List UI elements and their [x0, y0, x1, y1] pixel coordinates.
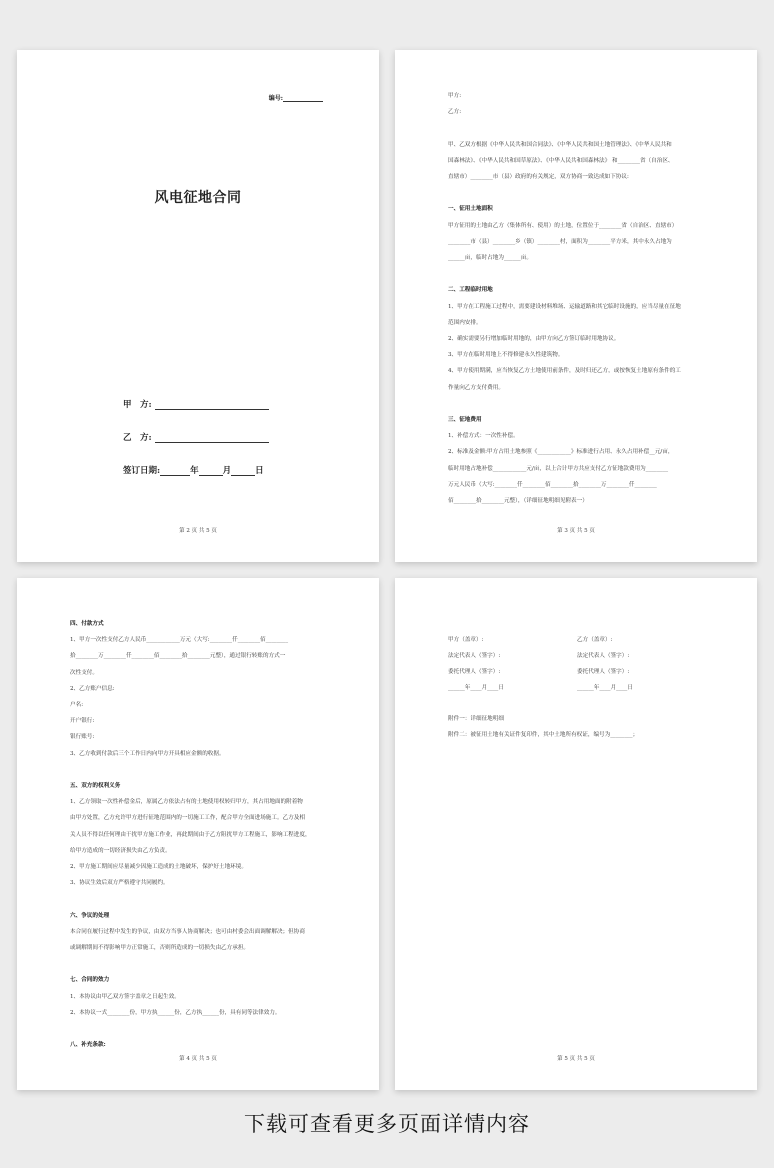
paragraph-line: 给甲方造成的一切经济损失由乙方负责。: [70, 847, 171, 854]
paragraph-line: 关人员不得以任何理由干扰甲方施工作业，再此期间由于乙方阻扰甲方工程施工，影响工程进度，: [70, 831, 311, 838]
paragraph-line: 甲方:: [448, 93, 462, 99]
section-heading: 五、双方的权利义务: [70, 783, 121, 790]
contract-number: 编号:: [269, 93, 323, 102]
party-a-signature-block: 甲方（盖章）: 法定代表人（签字）: 委托代理人（签字）: ______年____月____日: [448, 637, 504, 691]
section-heading: 二、工程临时用地: [448, 287, 493, 294]
paragraph-line: 直辖市）________市（县）政府的有关规定，双方协商一致达成如下协议:: [448, 174, 629, 180]
paragraph-line: 本合同在履行过程中发生的争议，由双方当事人协商解决；也可由村委会出面调解解决；但协商: [70, 928, 305, 935]
paragraph-line: 银行账号:: [70, 734, 95, 741]
paragraph-line: 佰________拾________元整），（详细征地明细见附表一）: [448, 498, 588, 505]
content-page-2: [395, 50, 757, 562]
paragraph-line: 作量向乙方支付费用。: [448, 384, 504, 391]
page-number: 第 5 页 共 5 页: [557, 1056, 595, 1062]
spacer: [448, 396, 705, 412]
paragraph-line: 1、补偿方式：一次性补偿。: [448, 433, 519, 440]
paragraph-line: 1、甲方一次性支付乙方人民币____________万元（大写:________仟________佰________: [70, 637, 289, 644]
paragraph-line: 范围内安排。: [448, 319, 482, 326]
paragraph-line: 2、乙方账户信息:: [70, 685, 115, 692]
paragraph-line: 3、协议生效后双方严格遵守共同履约。: [70, 880, 169, 887]
paragraph-line: 万元人民币（大写:________仟________佰________拾________万________仟________: [448, 481, 657, 488]
section-heading: 三、征地费用: [448, 417, 482, 423]
paragraph-line: 户名:: [70, 702, 84, 709]
spacer: [70, 762, 327, 778]
paragraph-line: 甲方征用的土地由乙方（集体所有、使用）的土地，位置位于________省（自治区、直辖市）: [448, 222, 678, 229]
paragraph-line: 开户银行:: [70, 718, 95, 725]
paragraph-line: 或调解期间不得影响甲方正常施工，否则所造成的一切损失由乙方承担。: [70, 945, 250, 952]
party-a-line: [155, 400, 269, 410]
sign-date-field: 签订日期: 年 月 日: [123, 466, 264, 476]
paragraph-line: 临时用地占地补偿____________元/亩，以上合计甲方共应支付乙方征地款费用为________: [448, 465, 669, 472]
party-b-field: 乙 方:: [123, 431, 269, 443]
spacer: [70, 891, 327, 907]
spacer: [70, 956, 327, 972]
paragraph-line: 3、甲方在临时用地上不得修建永久性建筑物。: [448, 352, 564, 359]
cover-page: [17, 50, 379, 562]
section-heading: 六、争议的处理: [70, 912, 110, 919]
paragraph-line: 由甲方处置，乙方允许甲方进行征地范围内的一切施工工作，配合甲方全面进场施工。乙方及相: [70, 815, 305, 822]
spacer: [448, 185, 705, 201]
paragraph-line: 国森林法》、《中华人民共和国草原法》、《中华人民共和国森林法》 和________省（自治区、: [448, 157, 674, 164]
paragraph-line: 拾________万________仟________佰________拾________元整），通过银行转账的方式一: [70, 653, 286, 660]
paragraph-line: 1、本协议由甲乙双方签字盖章之日起生效。: [70, 993, 180, 1000]
paragraph-line: 乙方:: [448, 109, 462, 116]
page-number: 第 3 页 共 5 页: [557, 528, 595, 534]
paragraph-line: 1、乙方领取一次性补偿金后，原属乙方依法占有的土地使用权转归甲方，其占用地面的附着物: [70, 799, 303, 806]
party-b-line: [155, 433, 269, 443]
paragraph-line: 2、本协议一式________份，甲方执______份，乙方执______份，具有同等法律效力。: [70, 1009, 281, 1016]
content-page-3: [17, 578, 379, 1090]
section-heading: 七、合同的效力: [70, 977, 110, 984]
paragraph-line: ________市（县）________乡（镇）________村，面积为________平方米，其中永久占地为: [448, 238, 672, 245]
paragraph-line: 甲、乙双方根据《中华人民共和国合同法》、《中华人民共和国土地管理法》、《中华人民共和: [448, 141, 672, 148]
section-heading: 八、补充条款:: [70, 1042, 106, 1049]
paragraph-line: 次性支付。: [70, 669, 98, 676]
paragraph-line: ______亩，临时占地为______亩。: [448, 255, 532, 261]
page-body: [70, 616, 327, 1053]
contract-number-blank: [283, 95, 323, 102]
spacer: [70, 1021, 327, 1037]
signature-page: [395, 578, 757, 1090]
paragraph-line: 1、甲方在工程施工过程中，需要建设材料堆场、运输道路和其它临时设施的，应当尽量在征地: [448, 303, 681, 310]
spacer: [448, 266, 705, 282]
page-number: 第 4 页 共 5 页: [179, 1056, 217, 1062]
section-heading: 四、付款方式: [70, 621, 104, 627]
section-heading: 一、征用土地面积: [448, 206, 493, 213]
attachments-list: 附件一：详细征地明细 附件二：被征用土地有关证件复印件，其中土地所有权证，编号为________；: [448, 716, 639, 738]
paragraph-line: 3、乙方收到付款后三个工作日内向甲方开具相应金额的收据。: [70, 750, 225, 757]
paragraph-line: 2、标准及金额:甲方占用土地参照《____________》标准进行占用、永久占用补偿__元/亩，: [448, 449, 674, 456]
party-a-field: 甲 方:: [123, 398, 269, 410]
download-prompt[interactable]: 下载可查看更多页面详情内容: [244, 1112, 530, 1136]
paragraph-line: 2、确实需要另行增加临时用地的，由甲方向乙方签订临时用地协议。: [448, 336, 620, 342]
party-b-signature-block: 乙方（盖章）: 法定代表人（签字）: 委托代理人（签字）: ______年____月____日: [577, 637, 633, 691]
page-body: [448, 88, 705, 509]
document-title: 风电征地合同: [154, 190, 242, 206]
paragraph-line: 4、甲方使用期满，应当恢复乙方土地使用前条件，及时归还乙方，或按恢复土地原有条件的工: [448, 368, 681, 375]
paragraph-line: 2、甲方施工期间应尽量减少因施工造成的土地破坏，保护好土地环境。: [70, 864, 247, 871]
page-number: 第 2 页 共 5 页: [179, 528, 217, 534]
spacer: [448, 120, 705, 136]
